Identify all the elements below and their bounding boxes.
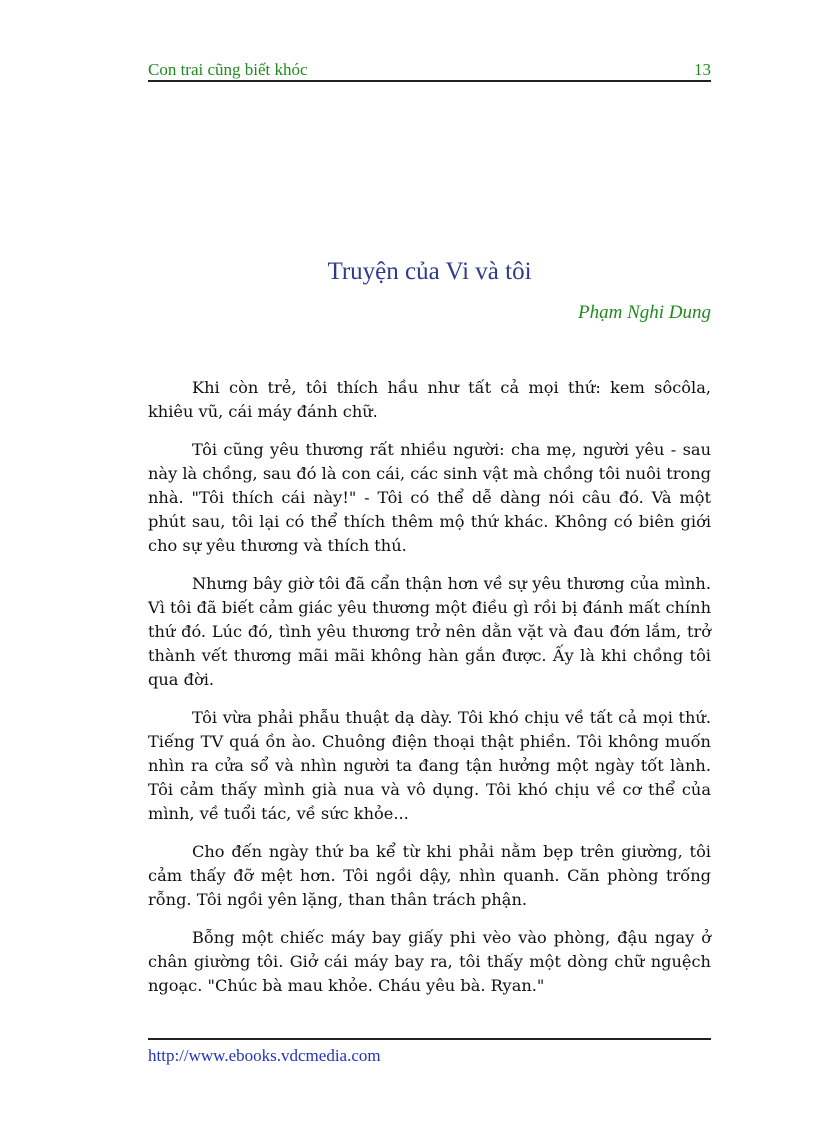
footer-url-link[interactable]: http://www.ebooks.vdcmedia.com xyxy=(148,1046,381,1065)
page-header xyxy=(148,58,711,82)
story-title: Truyện của Vi và tôi xyxy=(327,258,532,285)
page-footer xyxy=(148,1038,711,1066)
page-number: 13 xyxy=(694,60,711,79)
paragraph: Cho đến ngày thứ ba kể từ khi phải nằm bẹp trên giường, tôi cảm thấy đỡ mệt hơn. Tôi ngồi dậy, nhìn quanh. Căn phòng trống rỗng. Tôi ngồi yên lặng, than thân trách phận. xyxy=(148,842,711,909)
paragraph: Khi còn trẻ, tôi thích hầu như tất cả mọi thứ: kem sôcôla, khiêu vũ, cái máy đánh chữ. xyxy=(148,378,711,421)
story-author: Phạm Nghi Dung xyxy=(578,302,711,323)
story-body xyxy=(148,376,711,1012)
paragraph: Bỗng một chiếc máy bay giấy phi vèo vào phòng, đậu ngay ở chân giường tôi. Giở cái máy bay ra, tôi thấy một dòng chữ nguệch ngoạc. "Chúc bà mau khỏe. Cháu yêu bà. Ryan." xyxy=(148,928,711,995)
book-title: Con trai cũng biết khóc xyxy=(148,60,308,79)
paragraph: Tôi cũng yêu thương rất nhiều người: cha mẹ, người yêu - sau này là chồng, sau đó là con cái, các sinh vật mà chồng tôi nuôi trong nhà. "Tôi thích cái này!" - Tôi có thể dễ dàng nói câu đó. Và một phút sau, tôi lại có thể thích thêm mộ thứ khác. Không có biên giới cho sự yêu thương và thích thú. xyxy=(148,440,711,555)
paragraph: Nhưng bây giờ tôi đã cẩn thận hơn về sự yêu thương của mình. Vì tôi đã biết cảm giác yêu thương một điều gì rồi bị đánh mất chính thứ đó. Lúc đó, tình yêu thương trở nên dằn vặt và đau đớn lắm, trở thành vết thương mãi mãi không hàn gắn được. Ấy là khi chồng tôi qua đời. xyxy=(148,574,711,689)
paragraph: Tôi vừa phải phẫu thuật dạ dày. Tôi khó chịu về tất cả mọi thứ. Tiếng TV quá ồn ào. Chuông điện thoại thật phiền. Tôi không muốn nhìn ra cửa sổ và nhìn người ta đang tận hưởng một ngày tốt lành. Tôi cảm thấy mình già nua và vô dụng. Tôi khó chịu về cơ thể của mình, về tuổi tác, về sức khỏe... xyxy=(148,708,711,823)
